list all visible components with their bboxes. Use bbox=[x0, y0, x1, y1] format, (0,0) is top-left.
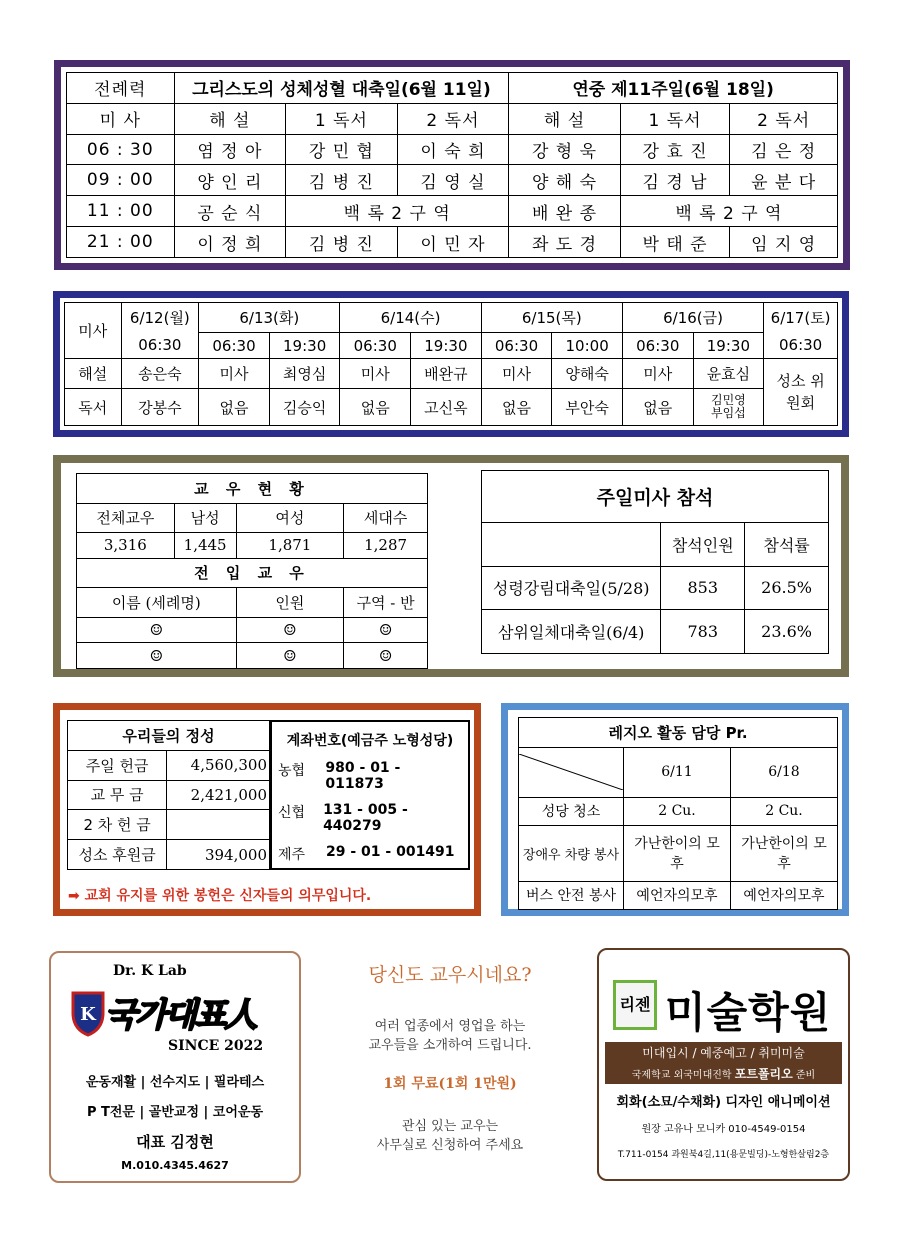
offering-label: 주일 헌금 bbox=[68, 750, 167, 780]
duty-cell: 공 순 식 bbox=[174, 196, 286, 227]
stat-header: 세대수 bbox=[344, 503, 428, 533]
reading-label: 독서 bbox=[65, 389, 122, 426]
role-header: 해 설 bbox=[174, 103, 286, 134]
legio-cell: 2 Cu. bbox=[731, 797, 838, 825]
duty-cell: 미사 bbox=[199, 359, 270, 389]
saturday-text: 성소 위원회 bbox=[776, 372, 825, 412]
smiley-icon: ☺ bbox=[77, 617, 237, 643]
legio-date: 6/11 bbox=[624, 747, 731, 797]
ad-introduction bbox=[320, 955, 580, 1155]
saturday-cell bbox=[764, 359, 838, 426]
legio-cell: 2 Cu. bbox=[624, 797, 731, 825]
attendance-blank bbox=[482, 523, 661, 567]
academy-director: 원장 고유나 모니카 010-4549-0154 bbox=[641, 1124, 806, 1135]
duty-cell: 강 형 욱 bbox=[509, 134, 621, 165]
attendance-name: 성령강림대축일(5/28) bbox=[482, 566, 661, 610]
offering-value: 2,421,000 bbox=[167, 780, 270, 810]
academy-subline-c: 준비 bbox=[795, 1070, 816, 1081]
attendance-title: 주일미사 참석 bbox=[482, 471, 829, 523]
duty-cell: 김 병 진 bbox=[286, 165, 398, 196]
table-row bbox=[482, 566, 829, 610]
duty-cell: 고신옥 bbox=[411, 389, 482, 426]
legio-cell bbox=[731, 826, 838, 881]
brand-logo bbox=[69, 987, 279, 1037]
ad-line: 교우들을 소개하여 드립니다. bbox=[368, 1038, 532, 1053]
smiley-icon: ☺ bbox=[77, 643, 237, 669]
table-row bbox=[67, 227, 838, 258]
duty-cell: 박 태 준 bbox=[620, 227, 730, 258]
duty-cell: 양해숙 bbox=[552, 359, 623, 389]
role-header: 2 독서 bbox=[730, 103, 838, 134]
legio-title: 레지오 활동 담당 Pr. bbox=[519, 718, 838, 748]
offering-notice: ➡ 교회 유지를 위한 봉헌은 신자들의 의무입니다. bbox=[68, 888, 372, 904]
ad-line: 여러 업종에서 영업을 하는 bbox=[374, 1019, 526, 1034]
duty-cell: 최영심 bbox=[269, 359, 340, 389]
day-header: 6/13(화) bbox=[199, 303, 340, 333]
attendance-header: 참석률 bbox=[745, 523, 829, 567]
account-number: 29 - 01 - 001491 bbox=[326, 844, 455, 860]
ad-national-team bbox=[49, 951, 301, 1183]
service-line: 운동재활 | 선수지도 | 필라테스 bbox=[85, 1075, 265, 1090]
duty-cell: 미사 bbox=[622, 359, 693, 389]
duty-cell: 없음 bbox=[622, 389, 693, 426]
duty-cell: 좌 도 경 bbox=[509, 227, 621, 258]
statistics-panel bbox=[53, 455, 849, 677]
attendance-rate: 26.5% bbox=[745, 566, 829, 610]
mass-time: 06 : 30 bbox=[67, 134, 175, 165]
offering-value: 4,560,300 bbox=[167, 750, 270, 780]
table-row bbox=[68, 840, 270, 870]
brand-name: 국가대표人 bbox=[105, 995, 256, 1034]
academy-subline-a: 국제학교 외국미대진학 bbox=[631, 1070, 732, 1081]
academy-subline-b: 포트폴리오 bbox=[734, 1067, 793, 1081]
duty-cell: 없음 bbox=[481, 389, 552, 426]
stat-value: 1,445 bbox=[174, 533, 236, 559]
ad-paragraph bbox=[320, 1017, 580, 1055]
ad-line: 관심 있는 교우는 bbox=[401, 1119, 499, 1134]
duty-cell: 윤효심 bbox=[693, 359, 764, 389]
newcomer-title: 전 입 교 우 bbox=[77, 558, 428, 588]
diagonal-cell bbox=[519, 747, 624, 797]
representative: 대표 김정현 bbox=[136, 1133, 214, 1151]
duty-cell-text: 김민영 부임섭 bbox=[711, 393, 746, 421]
duty-cell: 이 숙 희 bbox=[397, 134, 509, 165]
stat-header: 남성 bbox=[174, 503, 236, 533]
table-row bbox=[68, 810, 270, 840]
duty-cell: 김승익 bbox=[269, 389, 340, 426]
ad-art-academy bbox=[597, 948, 850, 1181]
table-row bbox=[77, 617, 428, 643]
stat-value: 1,287 bbox=[344, 533, 428, 559]
duty-cell: 배완규 bbox=[411, 359, 482, 389]
duty-cell: 김 경 남 bbox=[620, 165, 730, 196]
account-row bbox=[278, 844, 462, 864]
table-row bbox=[68, 750, 270, 780]
table-row bbox=[519, 797, 838, 825]
duty-cell: 임 지 영 bbox=[730, 227, 838, 258]
offering-value bbox=[167, 810, 270, 840]
parishioner-title: 교 우 현 황 bbox=[77, 474, 428, 504]
legio-table bbox=[518, 717, 838, 910]
time-cell: 19:30 bbox=[693, 333, 764, 359]
duty-cell: 김 은 정 bbox=[730, 134, 838, 165]
offering-title: 우리들의 정성 bbox=[68, 721, 270, 751]
smiley-icon: ☺ bbox=[236, 617, 344, 643]
day-header: 6/16(금) bbox=[622, 303, 763, 333]
day-header: 6/15(목) bbox=[481, 303, 622, 333]
stat-header: 여성 bbox=[236, 503, 344, 533]
academy-logo-mark: 리젠 bbox=[613, 980, 657, 1030]
bank-name: 신협 bbox=[278, 805, 306, 821]
table-row bbox=[68, 780, 270, 810]
offering-label: 성소 후원금 bbox=[68, 840, 167, 870]
duty-cell: 송은숙 bbox=[121, 359, 199, 389]
service-line: P T전문 | 골반교정 | 코어운동 bbox=[86, 1105, 264, 1120]
duty-cell: 미사 bbox=[481, 359, 552, 389]
attendance-count: 783 bbox=[661, 610, 745, 654]
legio-cell: 예언자의모후 bbox=[624, 881, 731, 909]
time-cell: 06:30 bbox=[340, 333, 411, 359]
duty-cell: 없음 bbox=[340, 389, 411, 426]
account-row bbox=[278, 760, 462, 792]
diagonal-line bbox=[519, 754, 623, 790]
duty-cell: 윤 분 다 bbox=[730, 165, 838, 196]
duty-cell: 배 완 종 bbox=[509, 196, 621, 227]
academy-address: T.711-0154 과원북4길,11(용문빌딩)-노형한살림2층 bbox=[617, 1150, 830, 1160]
time-cell: 06:30 bbox=[481, 333, 552, 359]
mass-time: 09 : 00 bbox=[67, 165, 175, 196]
academy-classes: 회화(소묘/수채화) 디자인 애니메이션 bbox=[616, 1095, 831, 1110]
ad-headline: 당신도 교우시네요? bbox=[368, 964, 532, 986]
duty-cell: 양 인 리 bbox=[174, 165, 286, 196]
offering-value: 394,000 bbox=[167, 840, 270, 870]
time-cell: 06:30 bbox=[121, 333, 199, 359]
legio-panel bbox=[501, 703, 849, 916]
offering-panel bbox=[53, 703, 481, 916]
stat-header: 전체교우 bbox=[77, 503, 175, 533]
account-number: 131 - 005 - 440279 bbox=[323, 802, 408, 834]
attendance-header: 참석인원 bbox=[661, 523, 745, 567]
day-header: 6/17(토) bbox=[764, 303, 838, 333]
lab-name: Dr. K Lab bbox=[113, 963, 187, 979]
table-row bbox=[482, 610, 829, 654]
duty-cell bbox=[693, 389, 764, 426]
table-row bbox=[67, 196, 838, 227]
duty-cell: 강 효 진 bbox=[620, 134, 730, 165]
duty-cell: 김 병 진 bbox=[286, 227, 398, 258]
sunday2-title: 연중 제11주일(6월 18일) bbox=[509, 73, 838, 104]
duty-cell: 백 록 2 구 역 bbox=[286, 196, 509, 227]
offering-table bbox=[67, 720, 270, 870]
newcomer-header: 인원 bbox=[236, 588, 344, 618]
smiley-icon: ☺ bbox=[236, 643, 344, 669]
weekday-mass-table bbox=[64, 302, 838, 426]
offering-label: 2 차 헌 금 bbox=[68, 810, 167, 840]
academy-programs: 미대입시 / 예중예고 / 취미미술 bbox=[605, 1042, 842, 1065]
table-row bbox=[65, 359, 838, 389]
duty-cell: 미사 bbox=[340, 359, 411, 389]
duty-cell: 없음 bbox=[199, 389, 270, 426]
account-title: 계좌번호(예금주 노형성당) bbox=[286, 733, 454, 749]
sunday1-title: 그리스도의 성체성혈 대축일(6월 11일) bbox=[174, 73, 509, 104]
newcomer-header: 이름 (세례명) bbox=[77, 588, 237, 618]
newcomer-header: 구역 - 반 bbox=[344, 588, 428, 618]
role-header: 1 독서 bbox=[620, 103, 730, 134]
day-header: 6/14(수) bbox=[340, 303, 481, 333]
attendance-name: 삼위일체대축일(6/4) bbox=[482, 610, 661, 654]
time-cell: 10:00 bbox=[552, 333, 623, 359]
legio-label: 장애우 차량 봉사 bbox=[519, 826, 624, 881]
ad-line: 사무실로 신청하여 주세요 bbox=[376, 1138, 524, 1153]
academy-subline bbox=[605, 1065, 842, 1084]
mass-time: 21 : 00 bbox=[67, 227, 175, 258]
time-cell: 06:30 bbox=[622, 333, 693, 359]
duty-cell: 이 민 자 bbox=[397, 227, 509, 258]
legio-label: 버스 안전 봉사 bbox=[519, 881, 624, 909]
duty-cell: 이 정 희 bbox=[174, 227, 286, 258]
stat-value: 3,316 bbox=[77, 533, 175, 559]
parishioner-table bbox=[76, 473, 428, 669]
bank-name: 제주 bbox=[278, 847, 306, 863]
sunday-liturgy-panel bbox=[54, 60, 850, 270]
table-row bbox=[67, 134, 838, 165]
table-row bbox=[77, 643, 428, 669]
mass-label: 미사 bbox=[65, 303, 122, 359]
academy-name: 미술학원 bbox=[665, 988, 832, 1037]
table-row bbox=[65, 389, 838, 426]
account-number: 980 - 01 - 011873 bbox=[325, 760, 401, 792]
legio-cell bbox=[624, 826, 731, 881]
commentary-label: 해설 bbox=[65, 359, 122, 389]
legio-cell: 예언자의모후 bbox=[731, 881, 838, 909]
duty-cell: 김 영 실 bbox=[397, 165, 509, 196]
smiley-icon: ☺ bbox=[344, 643, 428, 669]
smiley-icon: ☺ bbox=[344, 617, 428, 643]
since-text: SINCE 2022 bbox=[168, 1038, 264, 1054]
legio-cell-text: 가난한이의 모후 bbox=[741, 836, 827, 873]
account-row bbox=[278, 802, 462, 834]
mass-time: 11 : 00 bbox=[67, 196, 175, 227]
table-row bbox=[519, 881, 838, 909]
role-header: 1 독서 bbox=[286, 103, 398, 134]
duty-cell: 부안숙 bbox=[552, 389, 623, 426]
ad-paragraph bbox=[320, 1117, 580, 1155]
role-header: 해 설 bbox=[509, 103, 621, 134]
weekday-mass-panel bbox=[53, 291, 849, 437]
duty-cell: 강봉수 bbox=[121, 389, 199, 426]
time-cell: 06:30 bbox=[764, 333, 838, 359]
attendance-table bbox=[481, 470, 829, 654]
legio-label: 성당 청소 bbox=[519, 797, 624, 825]
offering-label: 교 무 금 bbox=[68, 780, 167, 810]
account-box bbox=[270, 720, 470, 870]
day-header: 6/12(월) bbox=[121, 303, 199, 333]
duty-cell: 강 민 협 bbox=[286, 134, 398, 165]
legio-date: 6/18 bbox=[731, 747, 838, 797]
bank-name: 농협 bbox=[278, 763, 306, 779]
table-row bbox=[67, 165, 838, 196]
svg-text:K: K bbox=[80, 1004, 96, 1025]
liturgy-col-label: 전례력 bbox=[67, 73, 175, 104]
ad-free-offer: 1회 무료(1회 1만원) bbox=[383, 1076, 517, 1092]
time-cell: 19:30 bbox=[411, 333, 482, 359]
role-header: 2 독서 bbox=[397, 103, 509, 134]
duty-cell: 염 정 아 bbox=[174, 134, 286, 165]
time-cell: 19:30 bbox=[269, 333, 340, 359]
attendance-rate: 23.6% bbox=[745, 610, 829, 654]
sunday-liturgy-table bbox=[66, 72, 838, 258]
phone: M.010.4345.4627 bbox=[121, 1159, 229, 1172]
attendance-count: 853 bbox=[661, 566, 745, 610]
time-cell: 06:30 bbox=[199, 333, 270, 359]
stat-value: 1,871 bbox=[236, 533, 344, 559]
legio-cell-text: 가난한이의 모후 bbox=[634, 836, 720, 873]
table-row bbox=[519, 826, 838, 881]
mass-label: 미 사 bbox=[67, 103, 175, 134]
duty-cell: 백 록 2 구 역 bbox=[620, 196, 837, 227]
duty-cell: 양 해 숙 bbox=[509, 165, 621, 196]
